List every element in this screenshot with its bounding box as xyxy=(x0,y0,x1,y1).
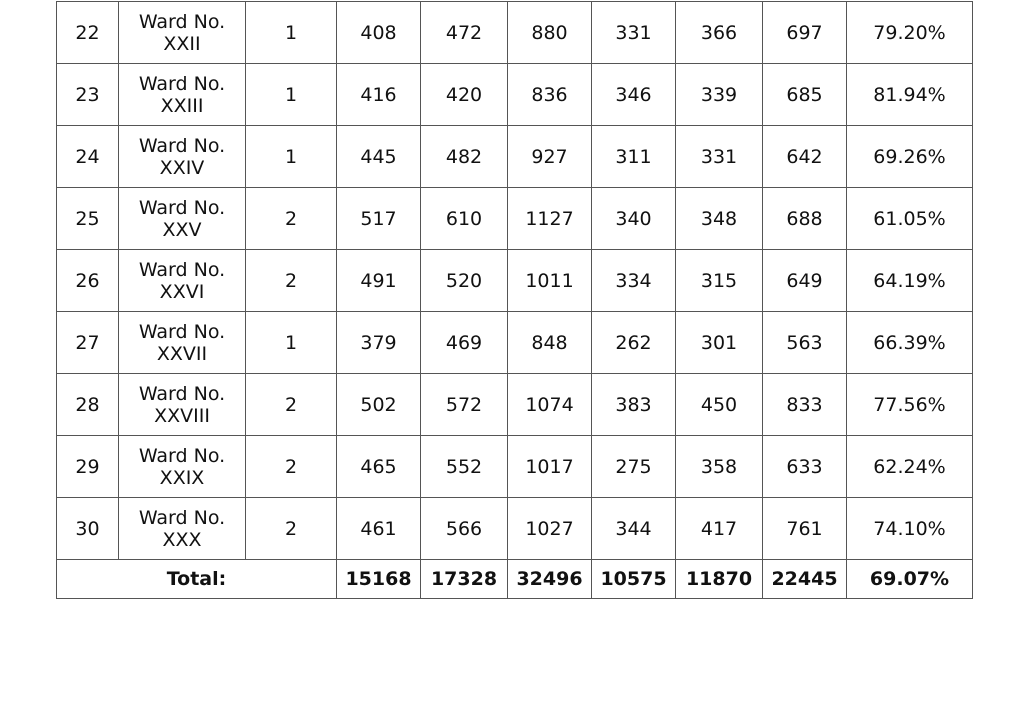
table-cell: 331 xyxy=(676,126,763,188)
table-row xyxy=(57,250,973,312)
table-cell: 465 xyxy=(337,436,421,498)
total-percentage-cell: 69.07% xyxy=(847,560,973,599)
ward-name-line2: XXIX xyxy=(159,466,205,489)
table-cell: 572 xyxy=(421,374,508,436)
ward-name-line1: Ward No. xyxy=(138,444,226,467)
table-cell: 1017 xyxy=(508,436,592,498)
table-cell: 610 xyxy=(421,188,508,250)
ward-name-line1: Ward No. xyxy=(138,196,226,219)
table-cell: 1027 xyxy=(508,498,592,560)
ward-name-line1: Ward No. xyxy=(138,382,226,405)
total-cell: 32496 xyxy=(508,560,592,599)
ward-name-cell xyxy=(119,126,246,188)
percentage-cell: 74.10% xyxy=(847,498,973,560)
table-row xyxy=(57,498,973,560)
serial-cell: 24 xyxy=(57,126,119,188)
total-cell: 15168 xyxy=(337,560,421,599)
table-row xyxy=(57,126,973,188)
table-cell: 469 xyxy=(421,312,508,374)
percentage-cell: 77.56% xyxy=(847,374,973,436)
table-body xyxy=(57,2,973,599)
table-row xyxy=(57,374,973,436)
table-row xyxy=(57,188,973,250)
total-cell: 17328 xyxy=(421,560,508,599)
table-cell: 366 xyxy=(676,2,763,64)
ward-name-line2: XXVII xyxy=(156,342,208,365)
ward-name-cell xyxy=(119,250,246,312)
table-cell: 2 xyxy=(246,436,337,498)
percentage-cell: 69.26% xyxy=(847,126,973,188)
table-cell: 761 xyxy=(763,498,847,560)
table-cell: 315 xyxy=(676,250,763,312)
total-cell: 10575 xyxy=(592,560,676,599)
ward-name-line2: XXX xyxy=(162,528,202,551)
serial-cell: 23 xyxy=(57,64,119,126)
table-cell: 649 xyxy=(763,250,847,312)
table-cell: 1 xyxy=(246,126,337,188)
ward-name-cell xyxy=(119,188,246,250)
table-cell: 311 xyxy=(592,126,676,188)
table-cell: 1074 xyxy=(508,374,592,436)
table-cell: 358 xyxy=(676,436,763,498)
table-cell: 408 xyxy=(337,2,421,64)
ward-name-line2: XXV xyxy=(162,218,202,241)
table-cell: 344 xyxy=(592,498,676,560)
table-cell: 340 xyxy=(592,188,676,250)
table-cell: 472 xyxy=(421,2,508,64)
table-cell: 416 xyxy=(337,64,421,126)
ward-name-line2: XXVI xyxy=(159,280,205,303)
ward-name-line1: Ward No. xyxy=(138,320,226,343)
table-cell: 2 xyxy=(246,188,337,250)
table-cell: 685 xyxy=(763,64,847,126)
table-cell: 633 xyxy=(763,436,847,498)
serial-cell: 28 xyxy=(57,374,119,436)
total-row xyxy=(57,560,973,599)
table-row xyxy=(57,436,973,498)
ward-name-cell xyxy=(119,436,246,498)
percentage-cell: 62.24% xyxy=(847,436,973,498)
ward-name-line2: XXIV xyxy=(159,156,205,179)
table-cell: 1 xyxy=(246,2,337,64)
table-cell: 445 xyxy=(337,126,421,188)
table-cell: 1011 xyxy=(508,250,592,312)
percentage-cell: 66.39% xyxy=(847,312,973,374)
ward-data-table xyxy=(56,1,973,599)
table-cell: 1127 xyxy=(508,188,592,250)
table-cell: 2 xyxy=(246,498,337,560)
table-row xyxy=(57,2,973,64)
serial-cell: 30 xyxy=(57,498,119,560)
ward-name-line2: XXII xyxy=(163,32,201,55)
table-cell: 461 xyxy=(337,498,421,560)
table-cell: 450 xyxy=(676,374,763,436)
ward-name-cell xyxy=(119,498,246,560)
table-cell: 379 xyxy=(337,312,421,374)
table-cell: 331 xyxy=(592,2,676,64)
table-cell: 275 xyxy=(592,436,676,498)
ward-name-line1: Ward No. xyxy=(138,72,226,95)
serial-cell: 27 xyxy=(57,312,119,374)
table-cell: 346 xyxy=(592,64,676,126)
total-cell: 11870 xyxy=(676,560,763,599)
percentage-cell: 81.94% xyxy=(847,64,973,126)
ward-name-cell xyxy=(119,374,246,436)
table-cell: 383 xyxy=(592,374,676,436)
table-row xyxy=(57,64,973,126)
table-cell: 927 xyxy=(508,126,592,188)
table-cell: 563 xyxy=(763,312,847,374)
ward-name-cell xyxy=(119,312,246,374)
percentage-cell: 64.19% xyxy=(847,250,973,312)
table-cell: 491 xyxy=(337,250,421,312)
percentage-cell: 79.20% xyxy=(847,2,973,64)
ward-name-line1: Ward No. xyxy=(138,134,226,157)
ward-name-line1: Ward No. xyxy=(138,258,226,281)
table-cell: 1 xyxy=(246,312,337,374)
ward-name-line1: Ward No. xyxy=(138,10,226,33)
table-cell: 520 xyxy=(421,250,508,312)
ward-name-cell xyxy=(119,64,246,126)
table-cell: 417 xyxy=(676,498,763,560)
table-cell: 301 xyxy=(676,312,763,374)
table-cell: 833 xyxy=(763,374,847,436)
ward-name-line2: XXIII xyxy=(160,94,204,117)
table-cell: 348 xyxy=(676,188,763,250)
serial-cell: 25 xyxy=(57,188,119,250)
total-cell: 22445 xyxy=(763,560,847,599)
total-label-cell xyxy=(57,560,337,599)
serial-cell: 22 xyxy=(57,2,119,64)
table-cell: 517 xyxy=(337,188,421,250)
table-cell: 334 xyxy=(592,250,676,312)
table-cell: 1 xyxy=(246,64,337,126)
serial-cell: 29 xyxy=(57,436,119,498)
table-cell: 262 xyxy=(592,312,676,374)
table-cell: 836 xyxy=(508,64,592,126)
table-cell: 420 xyxy=(421,64,508,126)
table-cell: 552 xyxy=(421,436,508,498)
table-cell: 2 xyxy=(246,374,337,436)
table-cell: 848 xyxy=(508,312,592,374)
table-cell: 482 xyxy=(421,126,508,188)
table-cell: 339 xyxy=(676,64,763,126)
table-cell: 642 xyxy=(763,126,847,188)
table-cell: 688 xyxy=(763,188,847,250)
table-cell: 502 xyxy=(337,374,421,436)
table-row xyxy=(57,312,973,374)
serial-cell: 26 xyxy=(57,250,119,312)
ward-name-line2: XXVIII xyxy=(154,404,210,427)
ward-name-cell xyxy=(119,2,246,64)
ward-name-line1: Ward No. xyxy=(138,506,226,529)
table-cell: 880 xyxy=(508,2,592,64)
percentage-cell: 61.05% xyxy=(847,188,973,250)
table-cell: 566 xyxy=(421,498,508,560)
total-label: Total: xyxy=(166,568,227,590)
table-cell: 2 xyxy=(246,250,337,312)
table-cell: 697 xyxy=(763,2,847,64)
